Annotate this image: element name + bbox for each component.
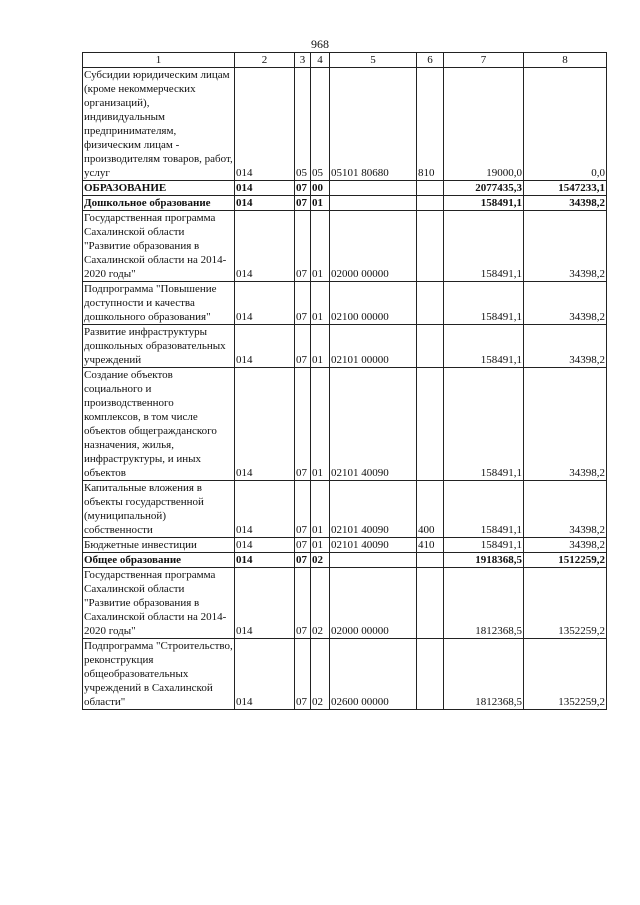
expense-type-cell xyxy=(417,568,444,639)
target-code-cell xyxy=(330,553,417,568)
ministry-code-cell: 014 xyxy=(235,639,295,710)
header-cell: 7 xyxy=(444,53,524,68)
amount-col7-cell: 158491,1 xyxy=(444,325,524,368)
ministry-code-cell: 014 xyxy=(235,568,295,639)
header-cell: 1 xyxy=(83,53,235,68)
amount-col7-cell: 158491,1 xyxy=(444,282,524,325)
amount-col7-cell: 2077435,3 xyxy=(444,181,524,196)
expense-type-cell xyxy=(417,181,444,196)
subsection-code-cell: 02 xyxy=(311,553,330,568)
section-code-cell: 07 xyxy=(295,282,311,325)
subsection-code-cell: 01 xyxy=(311,211,330,282)
amount-col8-cell: 34398,2 xyxy=(524,282,607,325)
row-name-cell: Капитальные вложения в объекты государственной (муниципальной) собственности xyxy=(83,481,235,538)
amount-col7-cell: 158491,1 xyxy=(444,196,524,211)
expense-type-cell: 810 xyxy=(417,68,444,181)
subsection-code-cell: 01 xyxy=(311,196,330,211)
page-number: 968 xyxy=(311,37,329,51)
section-code-cell: 07 xyxy=(295,639,311,710)
table-row xyxy=(83,181,607,196)
row-name-cell: Подпрограмма "Строительство, реконструкция общеобразовательных учреждений в Сахалинской области" xyxy=(84,640,233,708)
section-code-cell: 07 xyxy=(295,211,311,282)
amount-col7-cell: 158491,1 xyxy=(444,538,524,553)
section-code-cell: 07 xyxy=(295,368,311,481)
expense-type-cell xyxy=(417,211,444,282)
ministry-code-cell: 014 xyxy=(235,211,295,282)
table-row xyxy=(83,68,607,181)
subsection-code-cell: 01 xyxy=(311,282,330,325)
target-code-cell: 02101 40090 xyxy=(330,481,417,538)
ministry-code-cell: 014 xyxy=(235,68,295,181)
section-code-cell: 07 xyxy=(295,481,311,538)
target-code-cell: 02101 40090 xyxy=(330,538,417,553)
ministry-code-cell: 014 xyxy=(235,481,295,538)
section-code-cell: 07 xyxy=(295,325,311,368)
amount-col7-cell: 1812368,5 xyxy=(444,639,524,710)
amount-col8-cell: 34398,2 xyxy=(524,538,607,553)
subsection-code-cell: 01 xyxy=(311,368,330,481)
ministry-code-cell: 014 xyxy=(235,196,295,211)
expense-type-cell xyxy=(417,282,444,325)
row-name-cell: Субсидии юридическим лицам (кроме некоммерческих организаций), индивидуальным предпринимателям, физическим лицам - производителям товаров, работ, услуг xyxy=(84,69,233,179)
ministry-code-cell: 014 xyxy=(235,538,295,553)
table-row xyxy=(83,282,607,325)
row-name-cell: Развитие инфраструктуры дошкольных образовательных учреждений xyxy=(83,325,235,368)
amount-col8-cell: 1352259,2 xyxy=(524,639,607,710)
subsection-code-cell: 01 xyxy=(311,538,330,553)
header-cell: 2 xyxy=(235,53,295,68)
target-code-cell: 05101 80680 xyxy=(330,68,417,181)
section-code-cell: 07 xyxy=(295,181,311,196)
header-row xyxy=(83,53,607,68)
amount-col8-cell: 34398,2 xyxy=(524,325,607,368)
table-row xyxy=(83,639,607,710)
row-name-cell: ОБРАЗОВАНИЕ xyxy=(83,181,235,196)
target-code-cell xyxy=(330,196,417,211)
expense-type-cell xyxy=(417,553,444,568)
amount-col8-cell: 34398,2 xyxy=(524,481,607,538)
header-cell: 8 xyxy=(524,53,607,68)
target-code-cell: 02101 00000 xyxy=(330,325,417,368)
subsection-code-cell: 05 xyxy=(311,68,330,181)
target-code-cell: 02000 00000 xyxy=(330,211,417,282)
ministry-code-cell: 014 xyxy=(235,368,295,481)
amount-col8-cell: 1512259,2 xyxy=(524,553,607,568)
section-code-cell: 05 xyxy=(295,68,311,181)
amount-col8-cell: 34398,2 xyxy=(524,211,607,282)
expense-type-cell xyxy=(417,196,444,211)
amount-col7-cell: 1918368,5 xyxy=(444,553,524,568)
subsection-code-cell: 01 xyxy=(311,481,330,538)
amount-col8-cell: 34398,2 xyxy=(524,368,607,481)
budget-table xyxy=(82,52,607,710)
amount-col8-cell: 34398,2 xyxy=(524,196,607,211)
amount-col8-cell: 1547233,1 xyxy=(524,181,607,196)
amount-col8-cell: 0,0 xyxy=(524,68,607,181)
ministry-code-cell: 014 xyxy=(235,553,295,568)
target-code-cell xyxy=(330,181,417,196)
target-code-cell: 02100 00000 xyxy=(330,282,417,325)
amount-col7-cell: 19000,0 xyxy=(444,68,524,181)
table-row xyxy=(83,568,607,639)
table-row xyxy=(83,211,607,282)
row-name-cell: Дошкольное образование xyxy=(83,196,235,211)
amount-col7-cell: 158491,1 xyxy=(444,481,524,538)
section-code-cell: 07 xyxy=(295,538,311,553)
ministry-code-cell: 014 xyxy=(235,282,295,325)
target-code-cell: 02000 00000 xyxy=(330,568,417,639)
row-name-cell: Общее образование xyxy=(83,553,235,568)
section-code-cell: 07 xyxy=(295,568,311,639)
expense-type-cell xyxy=(417,325,444,368)
ministry-code-cell: 014 xyxy=(235,181,295,196)
table-row xyxy=(83,553,607,568)
amount-col7-cell: 1812368,5 xyxy=(444,568,524,639)
row-name-cell: Государственная программа Сахалинской области "Развитие образования в Сахалинской области на 2014-2020 годы" xyxy=(83,568,235,639)
header-cell: 5 xyxy=(330,53,417,68)
amount-col8-cell: 1352259,2 xyxy=(524,568,607,639)
expense-type-cell: 410 xyxy=(417,538,444,553)
subsection-code-cell: 00 xyxy=(311,181,330,196)
table-row xyxy=(83,368,607,481)
table-row xyxy=(83,196,607,211)
row-name-cell: Создание объектов социального и производственного комплексов, в том числе объектов общегражданского назначения, жилья, инфраструктуры, и иных объектов xyxy=(83,368,235,481)
header-cell: 3 xyxy=(295,53,311,68)
table-row xyxy=(83,538,607,553)
target-code-cell: 02600 00000 xyxy=(330,639,417,710)
amount-col7-cell: 158491,1 xyxy=(444,368,524,481)
subsection-code-cell: 02 xyxy=(311,568,330,639)
row-name-cell: Бюджетные инвестиции xyxy=(83,538,235,553)
subsection-code-cell: 02 xyxy=(311,639,330,710)
header-cell: 6 xyxy=(417,53,444,68)
subsection-code-cell: 01 xyxy=(311,325,330,368)
expense-type-cell xyxy=(417,368,444,481)
expense-type-cell: 400 xyxy=(417,481,444,538)
section-code-cell: 07 xyxy=(295,196,311,211)
table-row xyxy=(83,325,607,368)
target-code-cell: 02101 40090 xyxy=(330,368,417,481)
amount-col7-cell: 158491,1 xyxy=(444,211,524,282)
section-code-cell: 07 xyxy=(295,553,311,568)
expense-type-cell xyxy=(417,639,444,710)
row-name-cell: Подпрограмма "Повышение доступности и качества дошкольного образования" xyxy=(83,282,235,325)
table-row xyxy=(83,481,607,538)
row-name-cell: Государственная программа Сахалинской области "Развитие образования в Сахалинской области на 2014-2020 годы" xyxy=(83,211,235,282)
ministry-code-cell: 014 xyxy=(235,325,295,368)
header-cell: 4 xyxy=(311,53,330,68)
